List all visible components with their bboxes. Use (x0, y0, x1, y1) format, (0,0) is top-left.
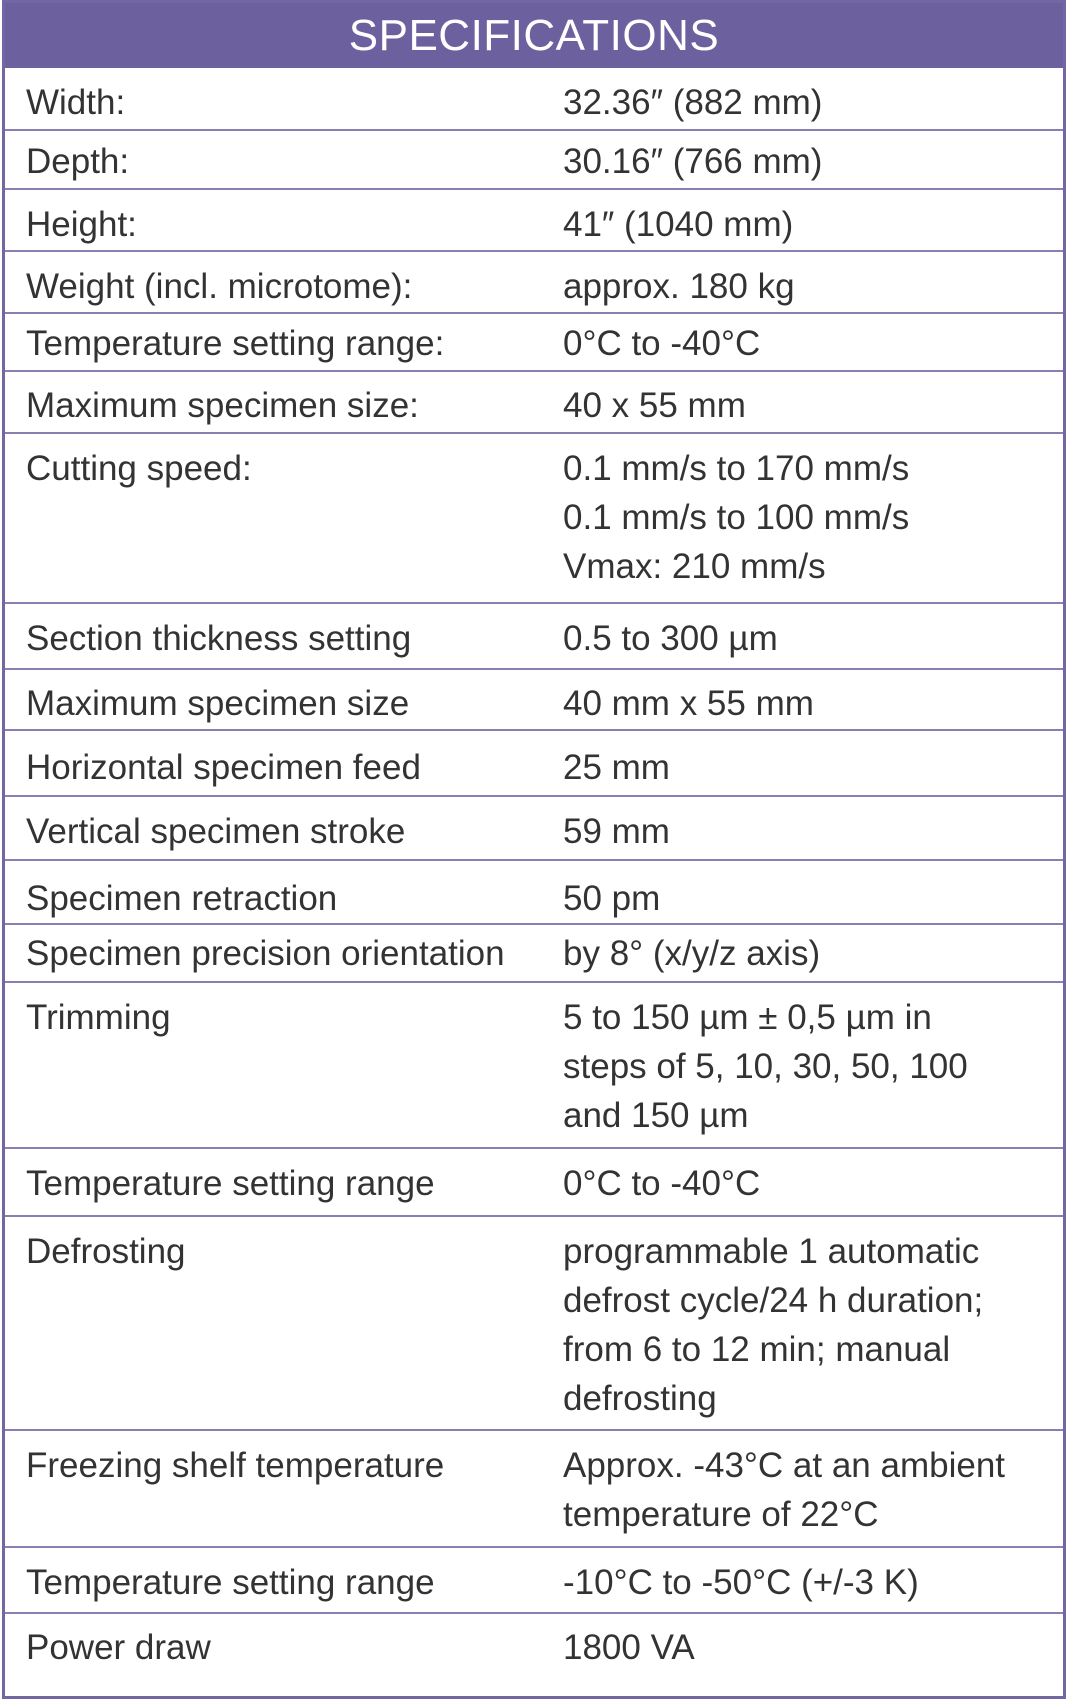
table-row (5, 1215, 1063, 1429)
spec-label: Width: (26, 83, 126, 122)
specifications-table (2, 0, 1066, 1699)
table-row (5, 795, 1063, 859)
spec-value (563, 604, 1063, 668)
spec-value-line: 25 mm (563, 748, 670, 787)
spec-value-line: 0°C to -40°C (563, 1164, 761, 1203)
spec-label: Trimming (26, 998, 171, 1037)
spec-value-line: Vmax: 210 mm/s (563, 547, 826, 586)
spec-value (563, 731, 1063, 795)
spec-value-line: -10°C to -50°C (+/-3 K) (563, 1563, 919, 1602)
spec-value-line: 40 mm x 55 mm (563, 684, 814, 723)
spec-value (563, 314, 1063, 370)
spec-value-line: defrosting (563, 1379, 717, 1418)
spec-value-line: and 150 µm (563, 1096, 749, 1135)
spec-value-line: from 6 to 12 min; manual (563, 1330, 951, 1369)
spec-label: Temperature setting range (26, 1164, 435, 1203)
spec-value-line: 1800 VA (563, 1628, 695, 1667)
spec-value (563, 190, 1063, 250)
spec-value-line: programmable 1 automatic (563, 1232, 980, 1271)
table-row (5, 923, 1063, 981)
spec-value-line: defrost cycle/24 h duration; (563, 1281, 984, 1320)
spec-label: Temperature setting range (26, 1563, 435, 1602)
spec-label: Specimen precision orientation (26, 934, 505, 973)
spec-value (563, 1431, 1063, 1546)
spec-value (563, 670, 1063, 729)
table-row (5, 1429, 1063, 1546)
table-row (5, 1612, 1063, 1676)
spec-label: Maximum specimen size (26, 684, 410, 723)
spec-label: Cutting speed: (26, 449, 252, 488)
spec-value (563, 797, 1063, 859)
spec-value (563, 1217, 1063, 1429)
spec-label: Temperature setting range: (26, 324, 445, 363)
spec-value (563, 1548, 1063, 1612)
spec-value-line: 32.36″ (882 mm) (563, 83, 823, 122)
spec-label: Weight (incl. microtome): (26, 267, 413, 306)
table-row (5, 370, 1063, 432)
spec-value (563, 983, 1063, 1147)
spec-value-line: temperature of 22°C (563, 1495, 879, 1534)
spec-value (563, 68, 1063, 129)
spec-value-line: 5 to 150 µm ± 0,5 µm in (563, 998, 932, 1037)
table-row (5, 729, 1063, 795)
spec-value-line: by 8° (x/y/z axis) (563, 934, 821, 973)
table-row (5, 981, 1063, 1147)
spec-value (563, 1614, 1063, 1676)
spec-value-line: 59 mm (563, 812, 670, 851)
spec-label: Defrosting (26, 1232, 186, 1271)
spec-value (563, 861, 1063, 923)
spec-label: Depth: (26, 142, 130, 181)
spec-value-line: steps of 5, 10, 30, 50, 100 (563, 1047, 968, 1086)
table-body (5, 68, 1063, 1696)
table-row (5, 668, 1063, 729)
table-row (5, 432, 1063, 602)
spec-value (563, 1149, 1063, 1215)
spec-label: Vertical specimen stroke (26, 812, 406, 851)
spec-value (563, 131, 1063, 188)
spec-value-line: approx. 180 kg (563, 267, 795, 306)
spec-label: Freezing shelf temperature (26, 1446, 445, 1485)
table-header: SPECIFICATIONS (5, 3, 1063, 68)
table-row (5, 859, 1063, 923)
spec-value (563, 372, 1063, 432)
spec-value-line: 30.16″ (766 mm) (563, 142, 823, 181)
table-row (5, 250, 1063, 312)
spec-value-line: 0°C to -40°C (563, 324, 761, 363)
spec-value-line: 0.1 mm/s to 100 mm/s (563, 498, 910, 537)
table-row (5, 68, 1063, 129)
spec-label: Height: (26, 205, 137, 244)
spec-value-line: 0.5 to 300 µm (563, 619, 778, 658)
spec-label: Specimen retraction (26, 879, 338, 918)
spec-value (563, 252, 1063, 312)
spec-value-line: 50 pm (563, 879, 661, 918)
spec-label: Maximum specimen size: (26, 386, 419, 425)
table-row (5, 1147, 1063, 1215)
spec-label: Horizontal specimen feed (26, 748, 421, 787)
spec-value (563, 925, 1063, 981)
spec-value-line: 0.1 mm/s to 170 mm/s (563, 449, 910, 488)
spec-value-line: 41″ (1040 mm) (563, 205, 794, 244)
spec-value-line: 40 x 55 mm (563, 386, 746, 425)
table-row (5, 312, 1063, 370)
spec-value-line: Approx. -43°C at an ambient (563, 1446, 1006, 1485)
table-row (5, 129, 1063, 188)
table-row (5, 602, 1063, 668)
table-row (5, 188, 1063, 250)
spec-value (563, 434, 1063, 602)
spec-label: Power draw (26, 1628, 211, 1667)
spec-label: Section thickness setting (26, 619, 412, 658)
table-row (5, 1546, 1063, 1612)
